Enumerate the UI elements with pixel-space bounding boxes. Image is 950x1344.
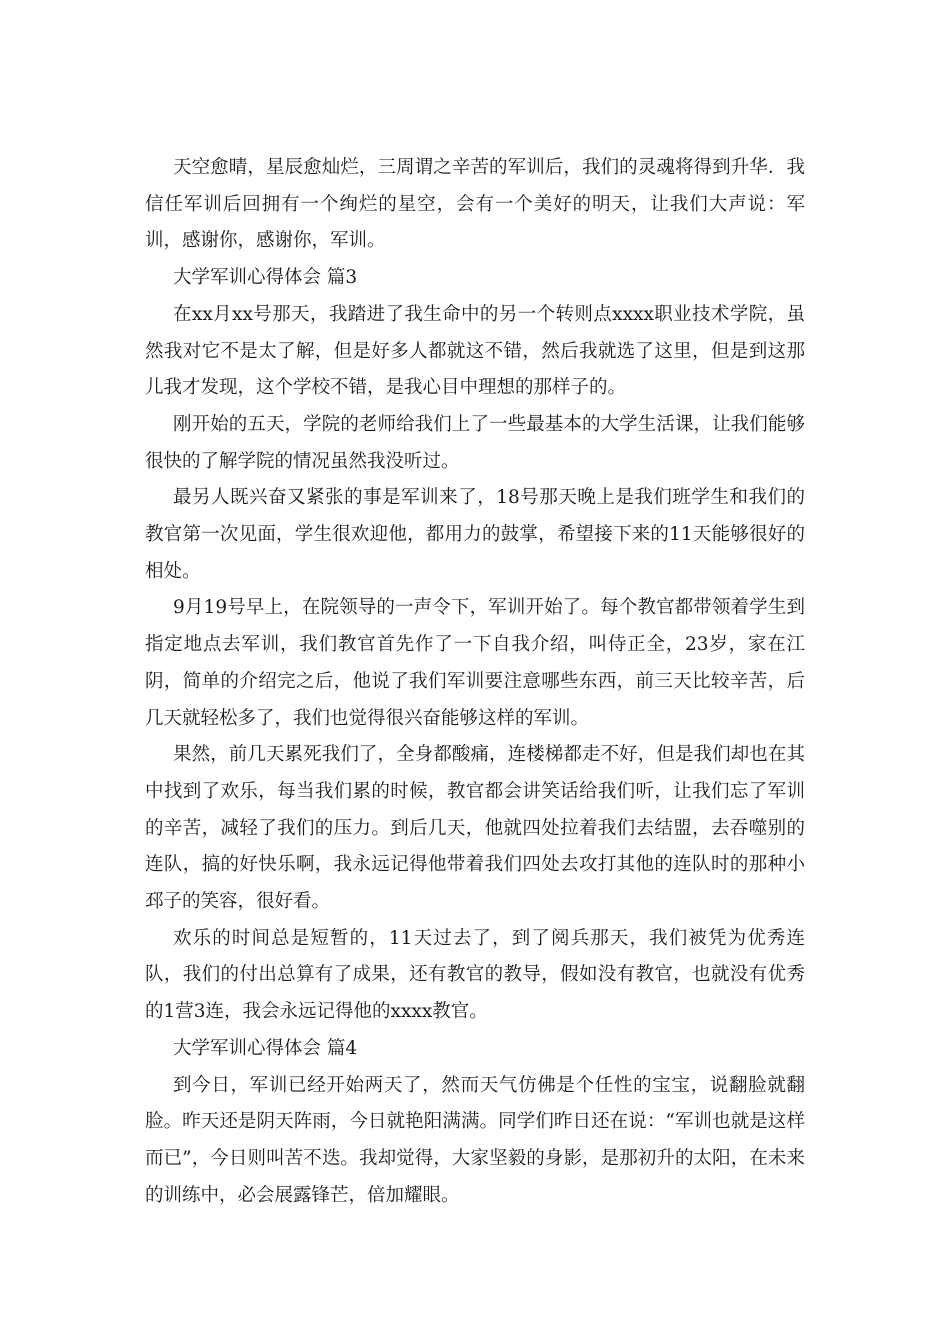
section-heading-3: 大学军训心得体会 篇3 — [173, 267, 358, 289]
document-body — [145, 150, 805, 1214]
paragraph-first-days: 刚开始的五天，学院的老师给我们上了一些最基本的大学生活课，让我们能够很快的了解学院的情况虽然我没听过。 — [145, 413, 805, 472]
paragraph-parade: 欢乐的时间总是短暂的，11天过去了，到了阅兵那天，我们被凭为优秀连队，我们的付出总算有了成果，还有教官的教导，假如没有教官，也就没有优秀的1营3连，我会永远记得他的xxxx教官。 — [145, 927, 805, 1023]
paragraph-weather: 到今日，军训已经开始两天了，然而天气仿佛是个任性的宝宝，说翻脸就翻脸。昨天还是阴天阵雨，今日就艳阳满满。同学们昨日还在说：“军训也就是这样而已”，今日则叫苦不迭。我却觉得，大家坚毅的身影，是那初升的太阳，在未来的训练中，必会展露锋芒，倍加耀眼。 — [145, 1074, 805, 1206]
paragraph-intro-closing: 天空愈晴，星辰愈灿烂，三周谓之辛苦的军训后，我们的灵魂将得到升华．我信任军训后回拥有一个绚烂的星空，会有一个美好的明天，让我们大声说：军训，感谢你，感谢你，军训。 — [145, 157, 805, 252]
paragraph-meeting-instructor: 最另人既兴奋又紧张的事是军训来了，18号那天晚上是我们班学生和我们的教官第一次见面，学生很欢迎他，都用力的鼓掌，希望接下来的11天能够很好的相处。 — [145, 487, 805, 582]
paragraph-hard-days: 果然，前几天累死我们了，全身都酸痛，连楼梯都走不好，但是我们却也在其中找到了欢乐，每当我们累的时候，教官都会讲笑话给我们听，让我们忘了军训的辛苦，减轻了我们的压力。到后几天，他就四处拉着我们去结盟，去吞噬别的连队，搞的好快乐啊，我永远记得他带着我们四处去攻打其他的连队时的那种小邳子的笑容，很好看。 — [145, 744, 805, 913]
paragraph-training-begins: 9月19号早上，在院领导的一声令下，军训开始了。每个教官都带领着学生到指定地点去军训，我们教官首先作了一下自我介绍，叫侍正全，23岁，家在江阴，简单的介绍完之后，他说了我们军训要注意哪些东西，前三天比较辛苦，后几天就轻松多了，我们也觉得很兴奋能够这样的军训。 — [145, 597, 805, 729]
paragraph-enrollment: 在xx月xx号那天，我踏进了我生命中的另一个转则点xxxx职业技术学院，虽然我对它不是太了解，但是好多人都就这不错，然后我就选了这里，但是到这那儿我才发现，这个学校不错，是我心目中理想的那样子的。 — [145, 303, 805, 399]
section-heading-4: 大学军训心得体会 篇4 — [173, 1037, 358, 1059]
